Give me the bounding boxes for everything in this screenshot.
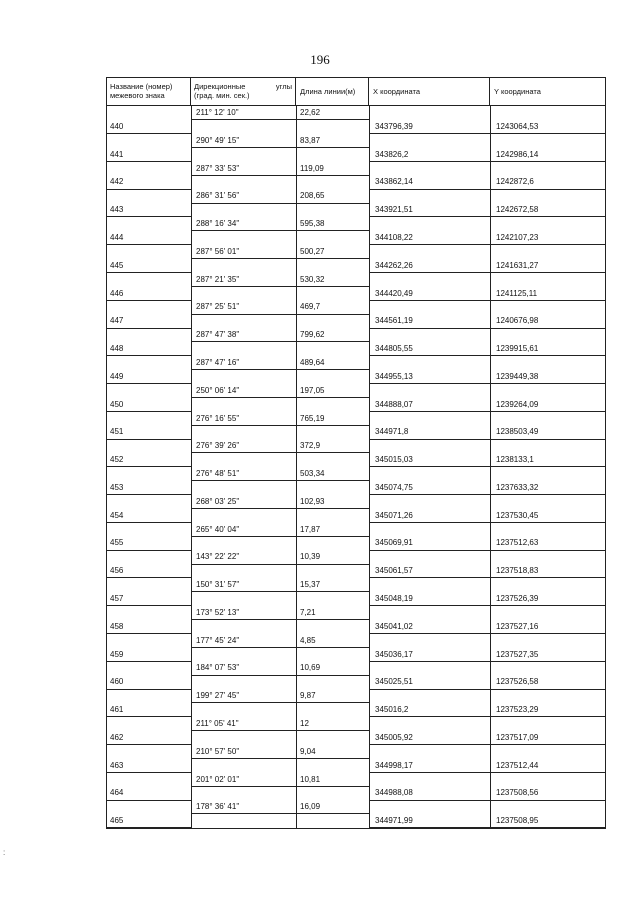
coordinates-table	[106, 77, 606, 829]
x-coordinate-cell: 345015,03	[369, 453, 490, 467]
header-y-label: Y координата	[494, 87, 541, 96]
y-coordinate-cell: 1237517,09	[490, 731, 605, 745]
x-coordinate-cell: 343826,2	[369, 148, 490, 162]
mark-name-cell: 445	[107, 259, 191, 273]
line-length-cell: 17,87	[296, 523, 369, 537]
line-length-cell: 15,37	[296, 578, 369, 592]
line-length-cell: 12	[296, 717, 369, 731]
page-number: 196	[310, 52, 330, 67]
mark-name-cell: 457	[107, 592, 191, 606]
direction-angle-cell: 287° 21' 35"	[191, 273, 296, 287]
x-coordinate-cell: 344805,55	[369, 342, 490, 356]
y-coordinate-cell: 1242986,14	[490, 148, 605, 162]
direction-angle-cell: 250° 06' 14"	[191, 384, 296, 398]
x-coordinate-cell: 343796,39	[369, 120, 490, 134]
x-coordinate-cell: 344108,22	[369, 231, 490, 245]
header-mark-name-line1: Название (номер)	[110, 82, 173, 91]
direction-angle-cell: 286° 31' 56"	[191, 189, 296, 203]
y-coordinate-cell: 1242672,58	[490, 203, 605, 217]
y-coordinate-cell: 1237527,16	[490, 620, 605, 634]
y-coordinate-cell: 1241631,27	[490, 259, 605, 273]
header-mark-name-line2: межевого знака	[110, 91, 165, 100]
line-length-cell: 10,81	[296, 773, 369, 787]
direction-angle-cell: 287° 47' 16"	[191, 356, 296, 370]
header-angle-word1: Дирекционные	[194, 82, 246, 91]
direction-angle-cell: 287° 25' 51"	[191, 300, 296, 314]
x-coordinate-cell: 345036,17	[369, 648, 490, 662]
line-length-cell: 530,32	[296, 273, 369, 287]
x-coordinate-cell: 344888,07	[369, 398, 490, 412]
direction-angle-cell: 177° 45' 24"	[191, 634, 296, 648]
mark-name-cell: 440	[107, 120, 191, 134]
direction-angle-cell: 276° 39' 26"	[191, 439, 296, 453]
mark-name-cell: 454	[107, 509, 191, 523]
direction-angle-cell: 268° 03' 25"	[191, 495, 296, 509]
y-coordinate-cell: 1237512,44	[490, 759, 605, 773]
line-length-cell: 372,9	[296, 439, 369, 453]
mark-name-cell: 463	[107, 759, 191, 773]
mark-name-cell: 451	[107, 425, 191, 439]
table-header	[107, 77, 605, 106]
x-coordinate-cell: 343862,14	[369, 175, 490, 189]
mark-name-cell: 461	[107, 703, 191, 717]
margin-mark: :	[3, 848, 6, 857]
line-length-cell: 16,09	[296, 800, 369, 814]
x-coordinate-cell: 345025,51	[369, 675, 490, 689]
table-body	[107, 106, 605, 829]
y-coordinate-cell: 1237508,95	[490, 814, 605, 828]
x-coordinate-cell: 344998,17	[369, 759, 490, 773]
direction-angle-cell: 184° 07' 53"	[191, 661, 296, 675]
line-length-cell: 10,69	[296, 661, 369, 675]
mark-name-cell: 448	[107, 342, 191, 356]
x-coordinate-cell: 345016,2	[369, 703, 490, 717]
mark-name-cell: 462	[107, 731, 191, 745]
x-coordinate-cell: 343921,51	[369, 203, 490, 217]
direction-angle-cell: 211° 05' 41"	[191, 717, 296, 731]
x-coordinate-cell: 344955,13	[369, 370, 490, 384]
line-length-cell: 10,39	[296, 550, 369, 564]
header-angle-units: (град. мин. сек.)	[194, 91, 250, 100]
x-coordinate-cell: 345069,91	[369, 536, 490, 550]
y-coordinate-cell: 1239915,61	[490, 342, 605, 356]
y-coordinate-cell: 1242107,23	[490, 231, 605, 245]
direction-angle-cell: 201° 02' 01"	[191, 773, 296, 787]
header-y-coordinate	[490, 78, 605, 105]
mark-name-cell: 460	[107, 675, 191, 689]
y-coordinate-cell: 1240676,98	[490, 314, 605, 328]
line-length-cell: 102,93	[296, 495, 369, 509]
mark-name-cell: 447	[107, 314, 191, 328]
x-coordinate-cell: 344971,8	[369, 425, 490, 439]
header-x-label: X координата	[373, 87, 421, 96]
direction-angle-cell: 276° 48' 51"	[191, 467, 296, 481]
mark-name-cell: 464	[107, 786, 191, 800]
line-length-cell: 4,85	[296, 634, 369, 648]
line-length-cell: 799,62	[296, 328, 369, 342]
mark-name-cell: 453	[107, 481, 191, 495]
line-length-cell: 208,65	[296, 189, 369, 203]
mark-name-cell: 458	[107, 620, 191, 634]
header-x-coordinate	[369, 78, 490, 105]
x-coordinate-cell: 345041,02	[369, 620, 490, 634]
header-mark-name	[107, 78, 191, 105]
direction-angle-cell: 290° 49' 15"	[191, 134, 296, 148]
direction-angle-cell: 178° 36' 41"	[191, 800, 296, 814]
line-length-cell: 83,87	[296, 134, 369, 148]
mark-name-cell: 456	[107, 564, 191, 578]
direction-angle-cell: 287° 47' 38"	[191, 328, 296, 342]
x-coordinate-cell: 345074,75	[369, 481, 490, 495]
direction-angle-cell: 150° 31' 57"	[191, 578, 296, 592]
mark-name-cell: 444	[107, 231, 191, 245]
y-coordinate-cell: 1237518,83	[490, 564, 605, 578]
y-coordinate-cell: 1237527,35	[490, 648, 605, 662]
y-coordinate-cell: 1237633,32	[490, 481, 605, 495]
y-coordinate-cell: 1237512,63	[490, 536, 605, 550]
direction-angle-cell: 287° 33' 53"	[191, 162, 296, 176]
x-coordinate-cell: 345005,92	[369, 731, 490, 745]
mark-name-cell: 455	[107, 536, 191, 550]
y-coordinate-cell: 1237530,45	[490, 509, 605, 523]
direction-angle-cell: 288° 16' 34"	[191, 217, 296, 231]
line-length-cell: 595,38	[296, 217, 369, 231]
x-coordinate-cell: 344988,08	[369, 786, 490, 800]
x-coordinate-cell: 345048,19	[369, 592, 490, 606]
line-length-cell: 765,19	[296, 412, 369, 426]
header-line-length	[296, 78, 369, 105]
y-coordinate-cell: 1243064,53	[490, 120, 605, 134]
line-length-cell: 503,34	[296, 467, 369, 481]
direction-angle-cell: 210° 57' 50"	[191, 745, 296, 759]
mark-name-cell: 452	[107, 453, 191, 467]
x-coordinate-cell: 345061,57	[369, 564, 490, 578]
header-angle-word2: углы	[275, 82, 292, 91]
y-coordinate-cell: 1237508,56	[490, 786, 605, 800]
direction-angle-cell: 199° 27' 45"	[191, 689, 296, 703]
mark-name-cell: 441	[107, 148, 191, 162]
line-length-cell: 9,04	[296, 745, 369, 759]
direction-angle-cell: 265° 40' 04"	[191, 523, 296, 537]
y-coordinate-cell: 1239264,09	[490, 398, 605, 412]
x-coordinate-cell: 344262,26	[369, 259, 490, 273]
y-coordinate-cell: 1242872,6	[490, 175, 605, 189]
y-coordinate-cell: 1241125,11	[490, 287, 605, 301]
line-length-cell: 469,7	[296, 300, 369, 314]
line-length-cell: 500,27	[296, 245, 369, 259]
y-coordinate-cell: 1238503,49	[490, 425, 605, 439]
x-coordinate-cell: 345071,26	[369, 509, 490, 523]
mark-name-cell: 446	[107, 287, 191, 301]
header-line-length-label: Длина линии(м)	[300, 87, 356, 96]
line-length-cell: 197,05	[296, 384, 369, 398]
y-coordinate-cell: 1238133,1	[490, 453, 605, 467]
mark-name-cell: 459	[107, 648, 191, 662]
line-length-cell: 119,09	[296, 162, 369, 176]
x-coordinate-cell: 344971,99	[369, 814, 490, 828]
y-coordinate-cell: 1237523,29	[490, 703, 605, 717]
direction-angle-cell: 211° 12' 10"	[191, 106, 296, 120]
direction-angle-cell: 143° 22' 22"	[191, 550, 296, 564]
y-coordinate-cell: 1237526,58	[490, 675, 605, 689]
mark-name-cell: 450	[107, 398, 191, 412]
mark-name-cell: 449	[107, 370, 191, 384]
header-direction-angle	[191, 78, 296, 105]
line-length-cell: 7,21	[296, 606, 369, 620]
direction-angle-cell: 276° 16' 55"	[191, 412, 296, 426]
x-coordinate-cell: 344561,19	[369, 314, 490, 328]
direction-angle-cell: 173° 52' 13"	[191, 606, 296, 620]
mark-name-cell: 443	[107, 203, 191, 217]
mark-name-cell: 465	[107, 814, 191, 828]
line-length-cell: 489,64	[296, 356, 369, 370]
x-coordinate-cell: 344420,49	[369, 287, 490, 301]
y-coordinate-cell: 1237526,39	[490, 592, 605, 606]
direction-angle-cell: 287° 56' 01"	[191, 245, 296, 259]
y-coordinate-cell: 1239449,38	[490, 370, 605, 384]
mark-name-cell: 442	[107, 175, 191, 189]
line-length-cell: 22,62	[296, 106, 369, 120]
line-length-cell: 9,87	[296, 689, 369, 703]
